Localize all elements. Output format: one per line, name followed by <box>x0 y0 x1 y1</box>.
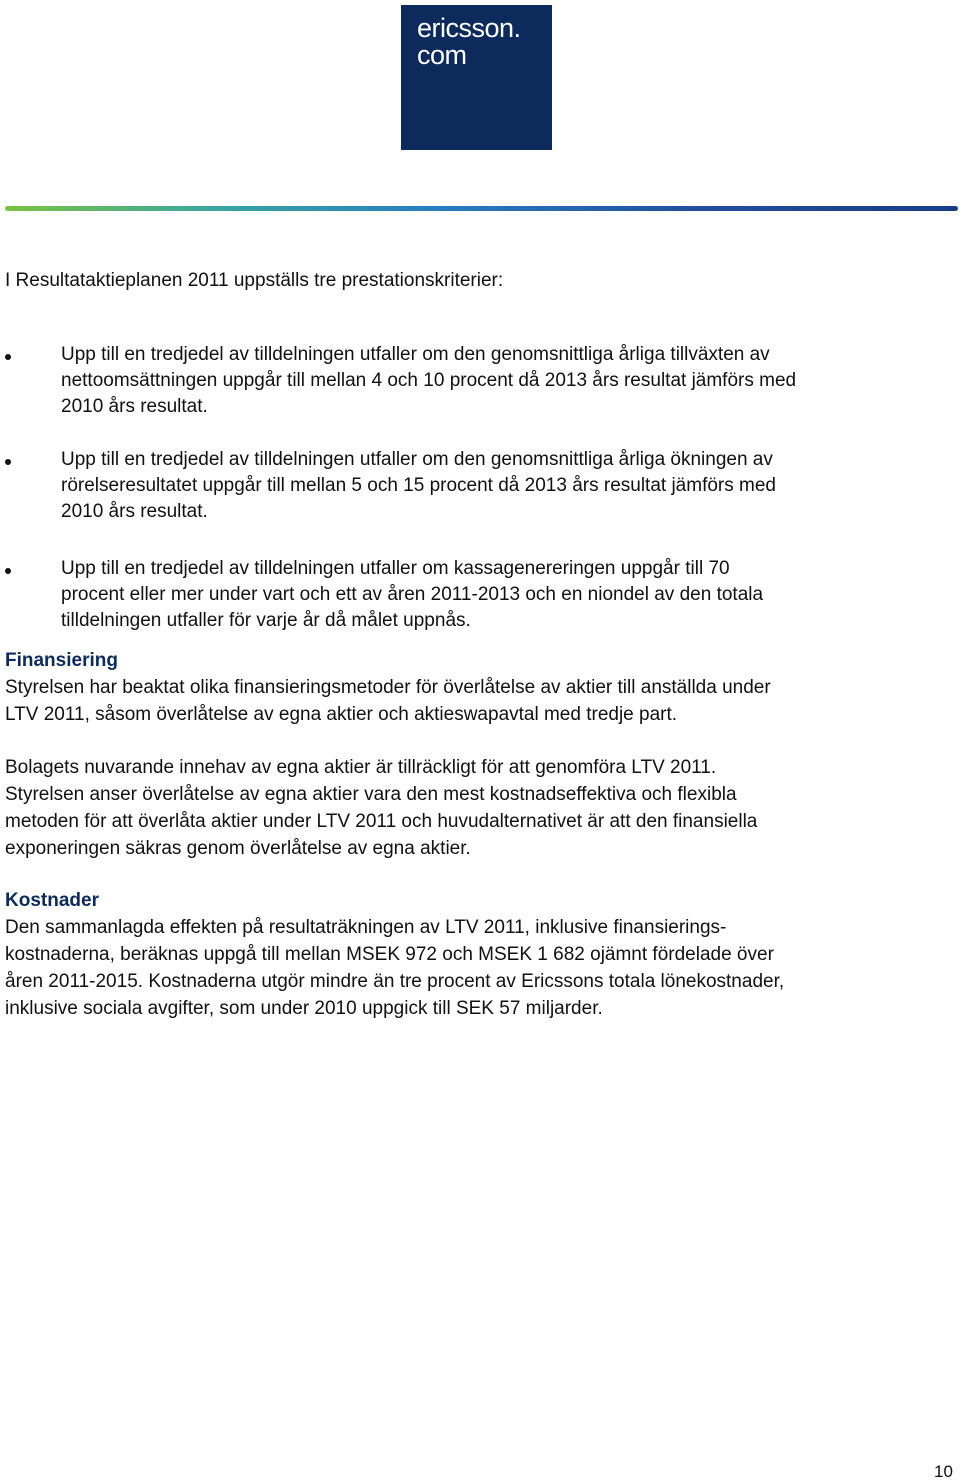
finansiering-p2-line-1: Bolagets nuvarande innehav av egna aktier är tillräckligt för att genomföra LTV 2011. <box>5 757 717 778</box>
criteria-item-2-line-1: Upp till en tredjedel av tilldelningen utfaller om den genomsnittliga årliga ökningen av <box>61 449 773 470</box>
kostnader-paragraph <box>5 914 955 1022</box>
criteria-item-1-line-3: 2010 års resultat. <box>61 396 208 417</box>
finansiering-paragraph-1 <box>5 674 955 728</box>
finansiering-p2-line-2: Styrelsen anser överlåtelse av egna aktier vara den mest kostnadseffektiva och flexibla <box>5 784 737 805</box>
criteria-item-2-line-2: rörelseresultatet uppgår till mellan 5 och 15 procent då 2013 års resultat jämförs med <box>61 475 776 496</box>
criteria-item-3 <box>5 556 955 634</box>
kostnader-line-2: kostnaderna, beräknas uppgå till mellan MSEK 972 och MSEK 1 682 ojämnt fördelade över <box>5 944 774 965</box>
header-rule <box>5 206 958 211</box>
kostnader-line-3: åren 2011-2015. Kostnaderna utgör mindre än tre procent av Ericssons totala lönekostnader, <box>5 971 785 992</box>
ericsson-logo <box>401 5 552 150</box>
finansiering-heading: Finansiering <box>5 650 118 671</box>
finansiering-p2-line-3: metoden för att överlåta aktier under LTV 2011 och huvudalternativet är att den finansiella <box>5 811 758 832</box>
finansiering-paragraph-2 <box>5 754 955 862</box>
logo-line-1: ericsson. <box>417 13 521 43</box>
criteria-item-3-line-1: Upp till en tredjedel av tilldelningen utfaller om kassagenereringen uppgår till 70 <box>61 558 730 579</box>
kostnader-line-1: Den sammanlagda effekten på resultaträkningen av LTV 2011, inklusive finansierings- <box>5 917 727 938</box>
criteria-item-1-line-1: Upp till en tredjedel av tilldelningen utfaller om den genomsnittliga årliga tillväxten av <box>61 344 770 365</box>
bullet-icon <box>5 354 11 360</box>
intro-paragraph: I Resultataktieplanen 2011 uppställs tre prestationskriterier: <box>5 270 504 291</box>
page-number: 10 <box>934 1462 953 1481</box>
criteria-item-1 <box>5 342 955 420</box>
criteria-item-3-line-3: tilldelningen utfaller för varje år då målet uppnås. <box>61 610 471 631</box>
logo-text <box>417 15 521 69</box>
finansiering-p1-line-2: LTV 2011, såsom överlåtelse av egna aktier och aktieswapavtal med tredje part. <box>5 704 678 725</box>
bullet-icon <box>5 459 11 465</box>
bullet-icon <box>5 568 11 574</box>
criteria-item-2-line-3: 2010 års resultat. <box>61 501 208 522</box>
criteria-item-3-line-2: procent eller mer under vart och ett av åren 2011-2013 och en niondel av den totala <box>61 584 764 605</box>
page-body <box>5 268 955 1022</box>
kostnader-line-4: inklusive sociala avgifter, som under 2010 uppgick till SEK 57 miljarder. <box>5 998 603 1019</box>
logo-line-2: com <box>417 40 467 70</box>
finansiering-p1-line-1: Styrelsen har beaktat olika finansieringsmetoder för överlåtelse av aktier till anställda under <box>5 677 771 698</box>
criteria-list <box>5 342 955 634</box>
criteria-item-1-line-2: nettoomsättningen uppgår till mellan 4 och 10 procent då 2013 års resultat jämförs med <box>61 370 797 391</box>
criteria-item-2 <box>5 447 955 525</box>
kostnader-heading: Kostnader <box>5 890 99 911</box>
finansiering-p2-line-4: exponeringen säkras genom överlåtelse av egna aktier. <box>5 838 471 859</box>
